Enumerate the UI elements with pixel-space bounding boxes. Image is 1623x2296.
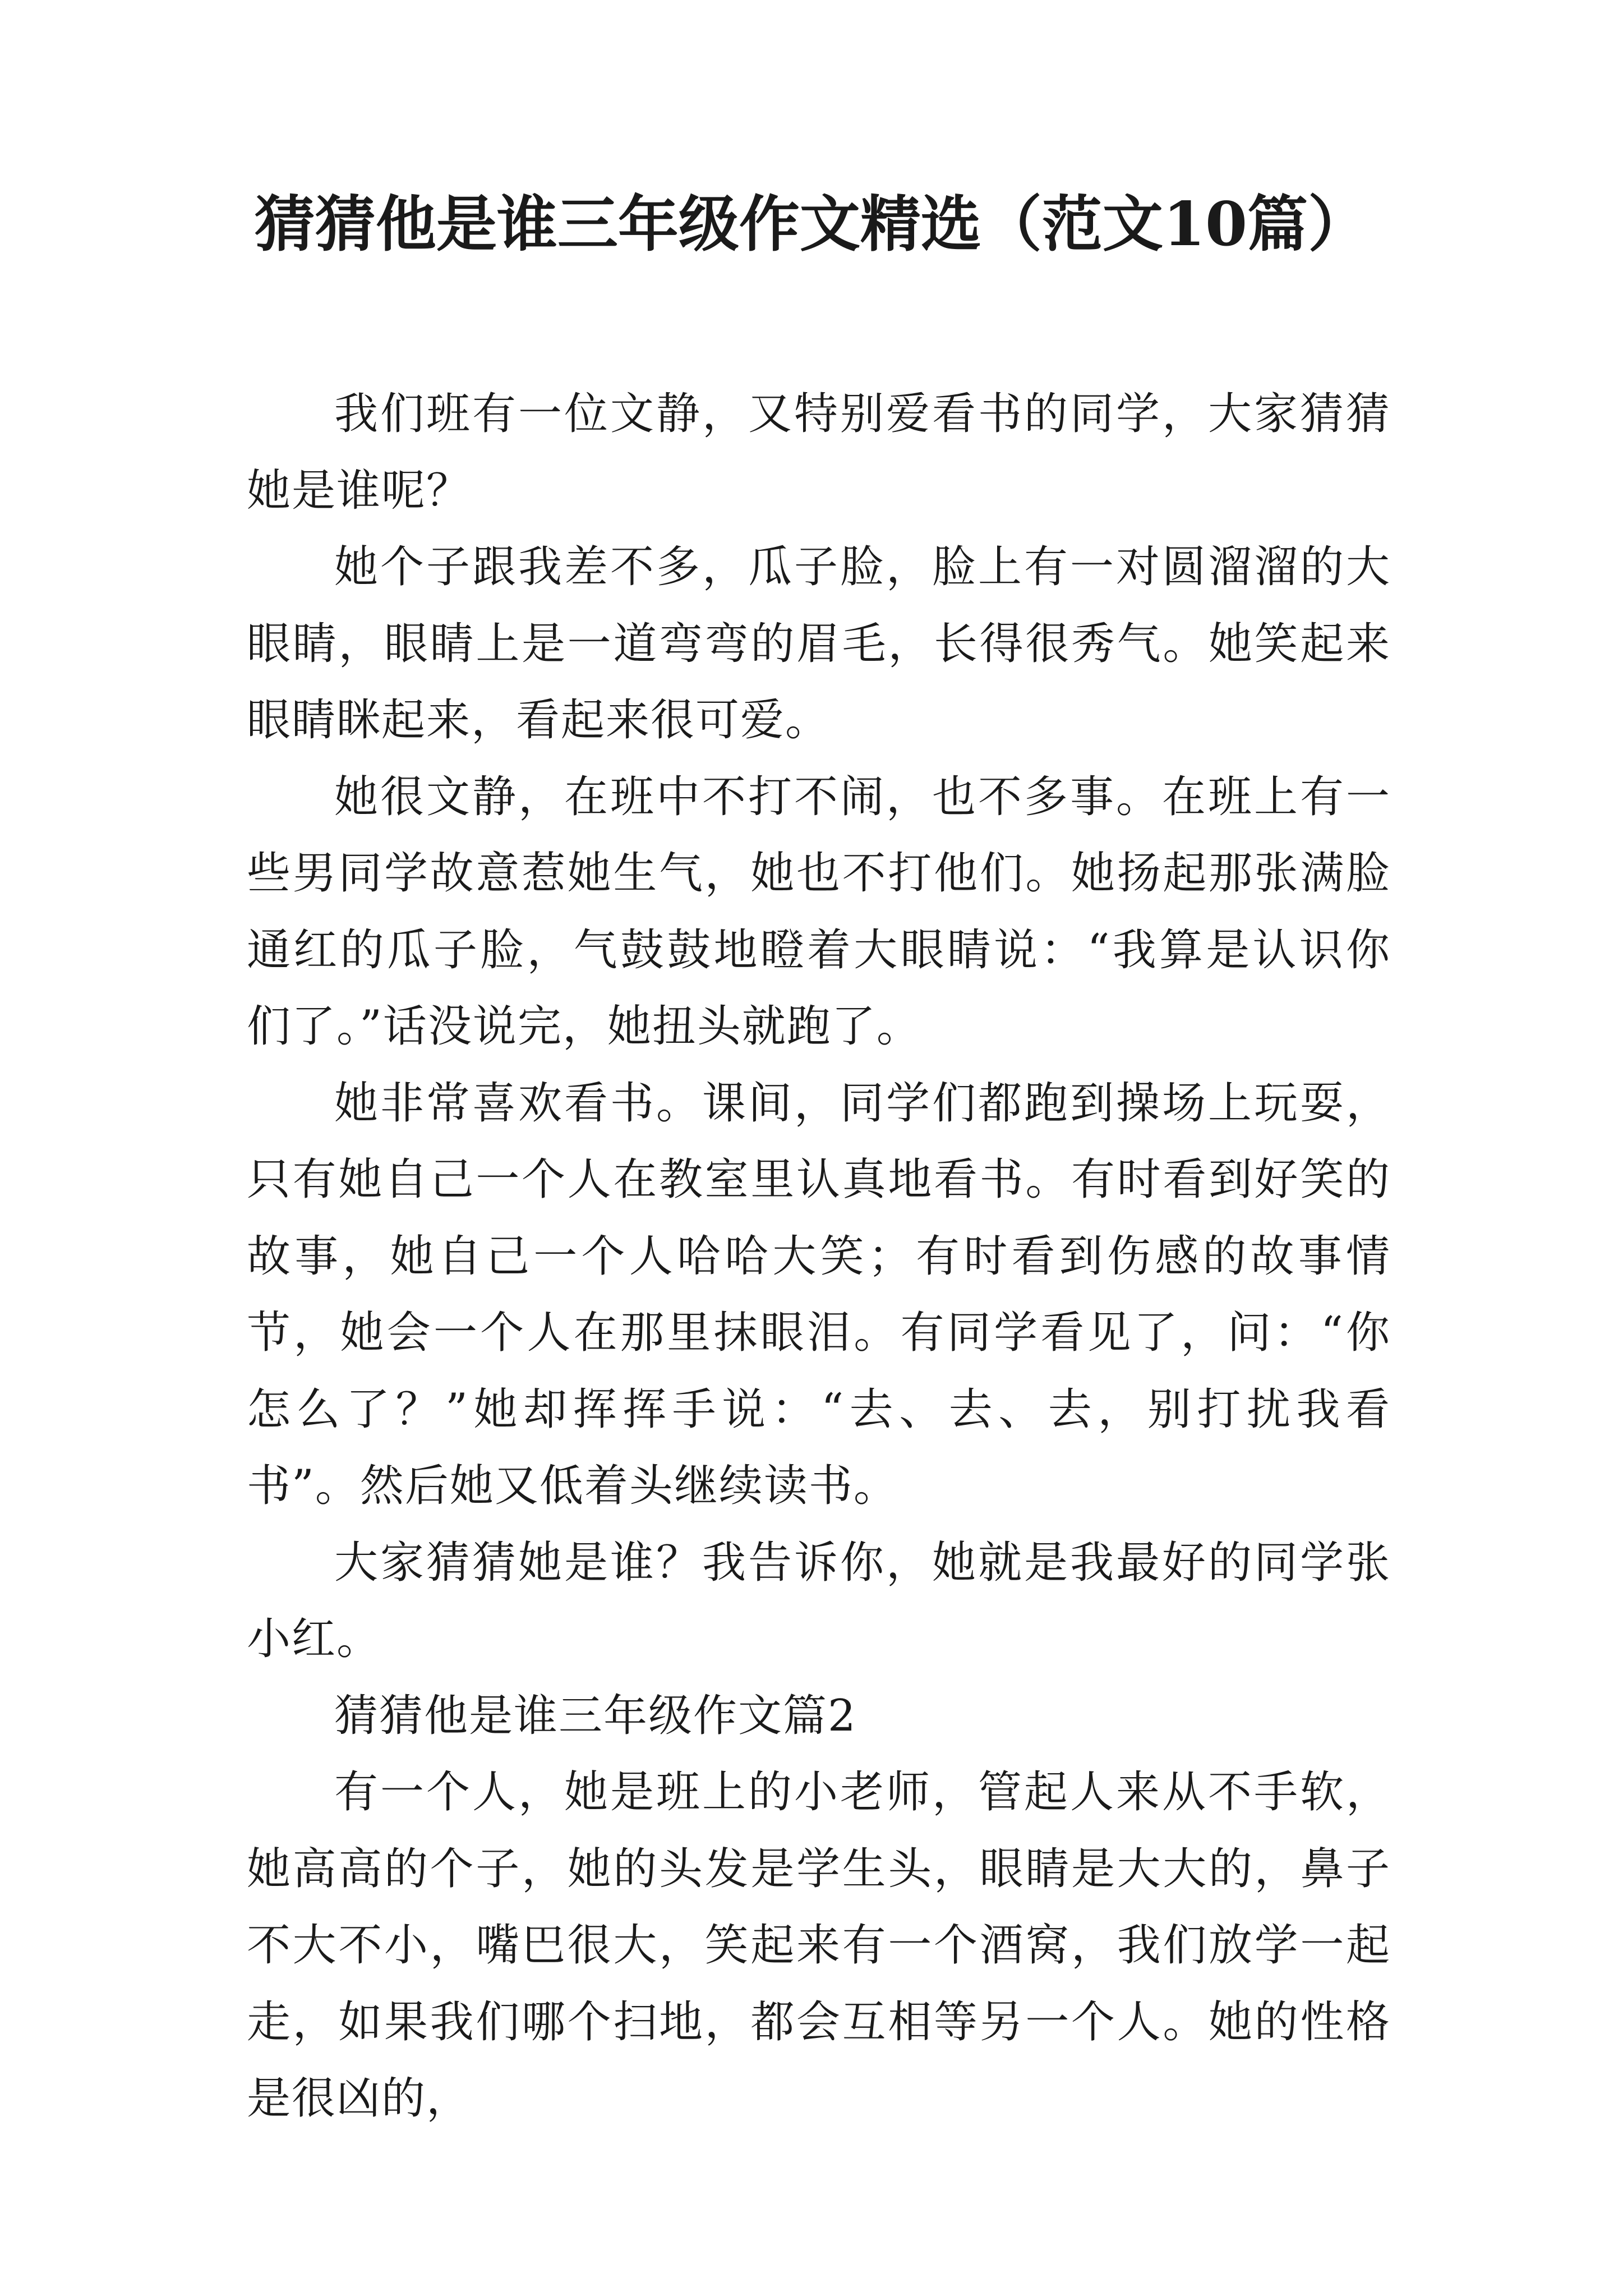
paragraph: 她非常喜欢看书。课间，同学们都跑到操场上玩耍，只有她自己一个人在教室里认真地看书。有时看到好笑的故事，她自己一个人哈哈大笑；有时看到伤感的故事情节，她会一个人在那里抹眼泪。有同学看见了，问：“你怎么了？”她却挥挥手说：“去、去、去，别打扰我看书”。然后她又低着头继续读书。 xyxy=(247,1078,1391,1511)
document-title: 猜猜他是谁三年级作文精选（范文10篇） xyxy=(254,189,1369,260)
document-body xyxy=(247,376,1391,2137)
paragraph: 我们班有一位文静，又特别爱看书的同学，大家猜猜她是谁呢？ xyxy=(247,389,1391,516)
paragraph: 有一个人，她是班上的小老师，管起人来从不手软，她高高的个子，她的头发是学生头，眼睛是大大的，鼻子不大不小，嘴巴很大，笑起来有一个酒窝，我们放学一起走，如果我们哪个扫地，都会互相等另一个人。她的性格是很凶的， xyxy=(247,1767,1391,2124)
paragraph: 大家猜猜她是谁？我告诉你，她就是我最好的同学张小红。 xyxy=(247,1537,1391,1664)
section-heading: 猜猜他是谁三年级作文篇2 xyxy=(334,1690,857,1741)
paragraph: 她很文静，在班中不打不闹，也不多事。在班上有一些男同学故意惹她生气，她也不打他们。她扬起那张满脸通红的瓜子脸，气鼓鼓地瞪着大眼睛说：“我算是认识你们了。”话没说完，她扭头就跑了。 xyxy=(247,771,1391,1052)
paragraph: 她个子跟我差不多，瓜子脸，脸上有一对圆溜溜的大眼睛，眼睛上是一道弯弯的眉毛，长得很秀气。她笑起来眼睛眯起来，看起来很可爱。 xyxy=(247,542,1391,746)
